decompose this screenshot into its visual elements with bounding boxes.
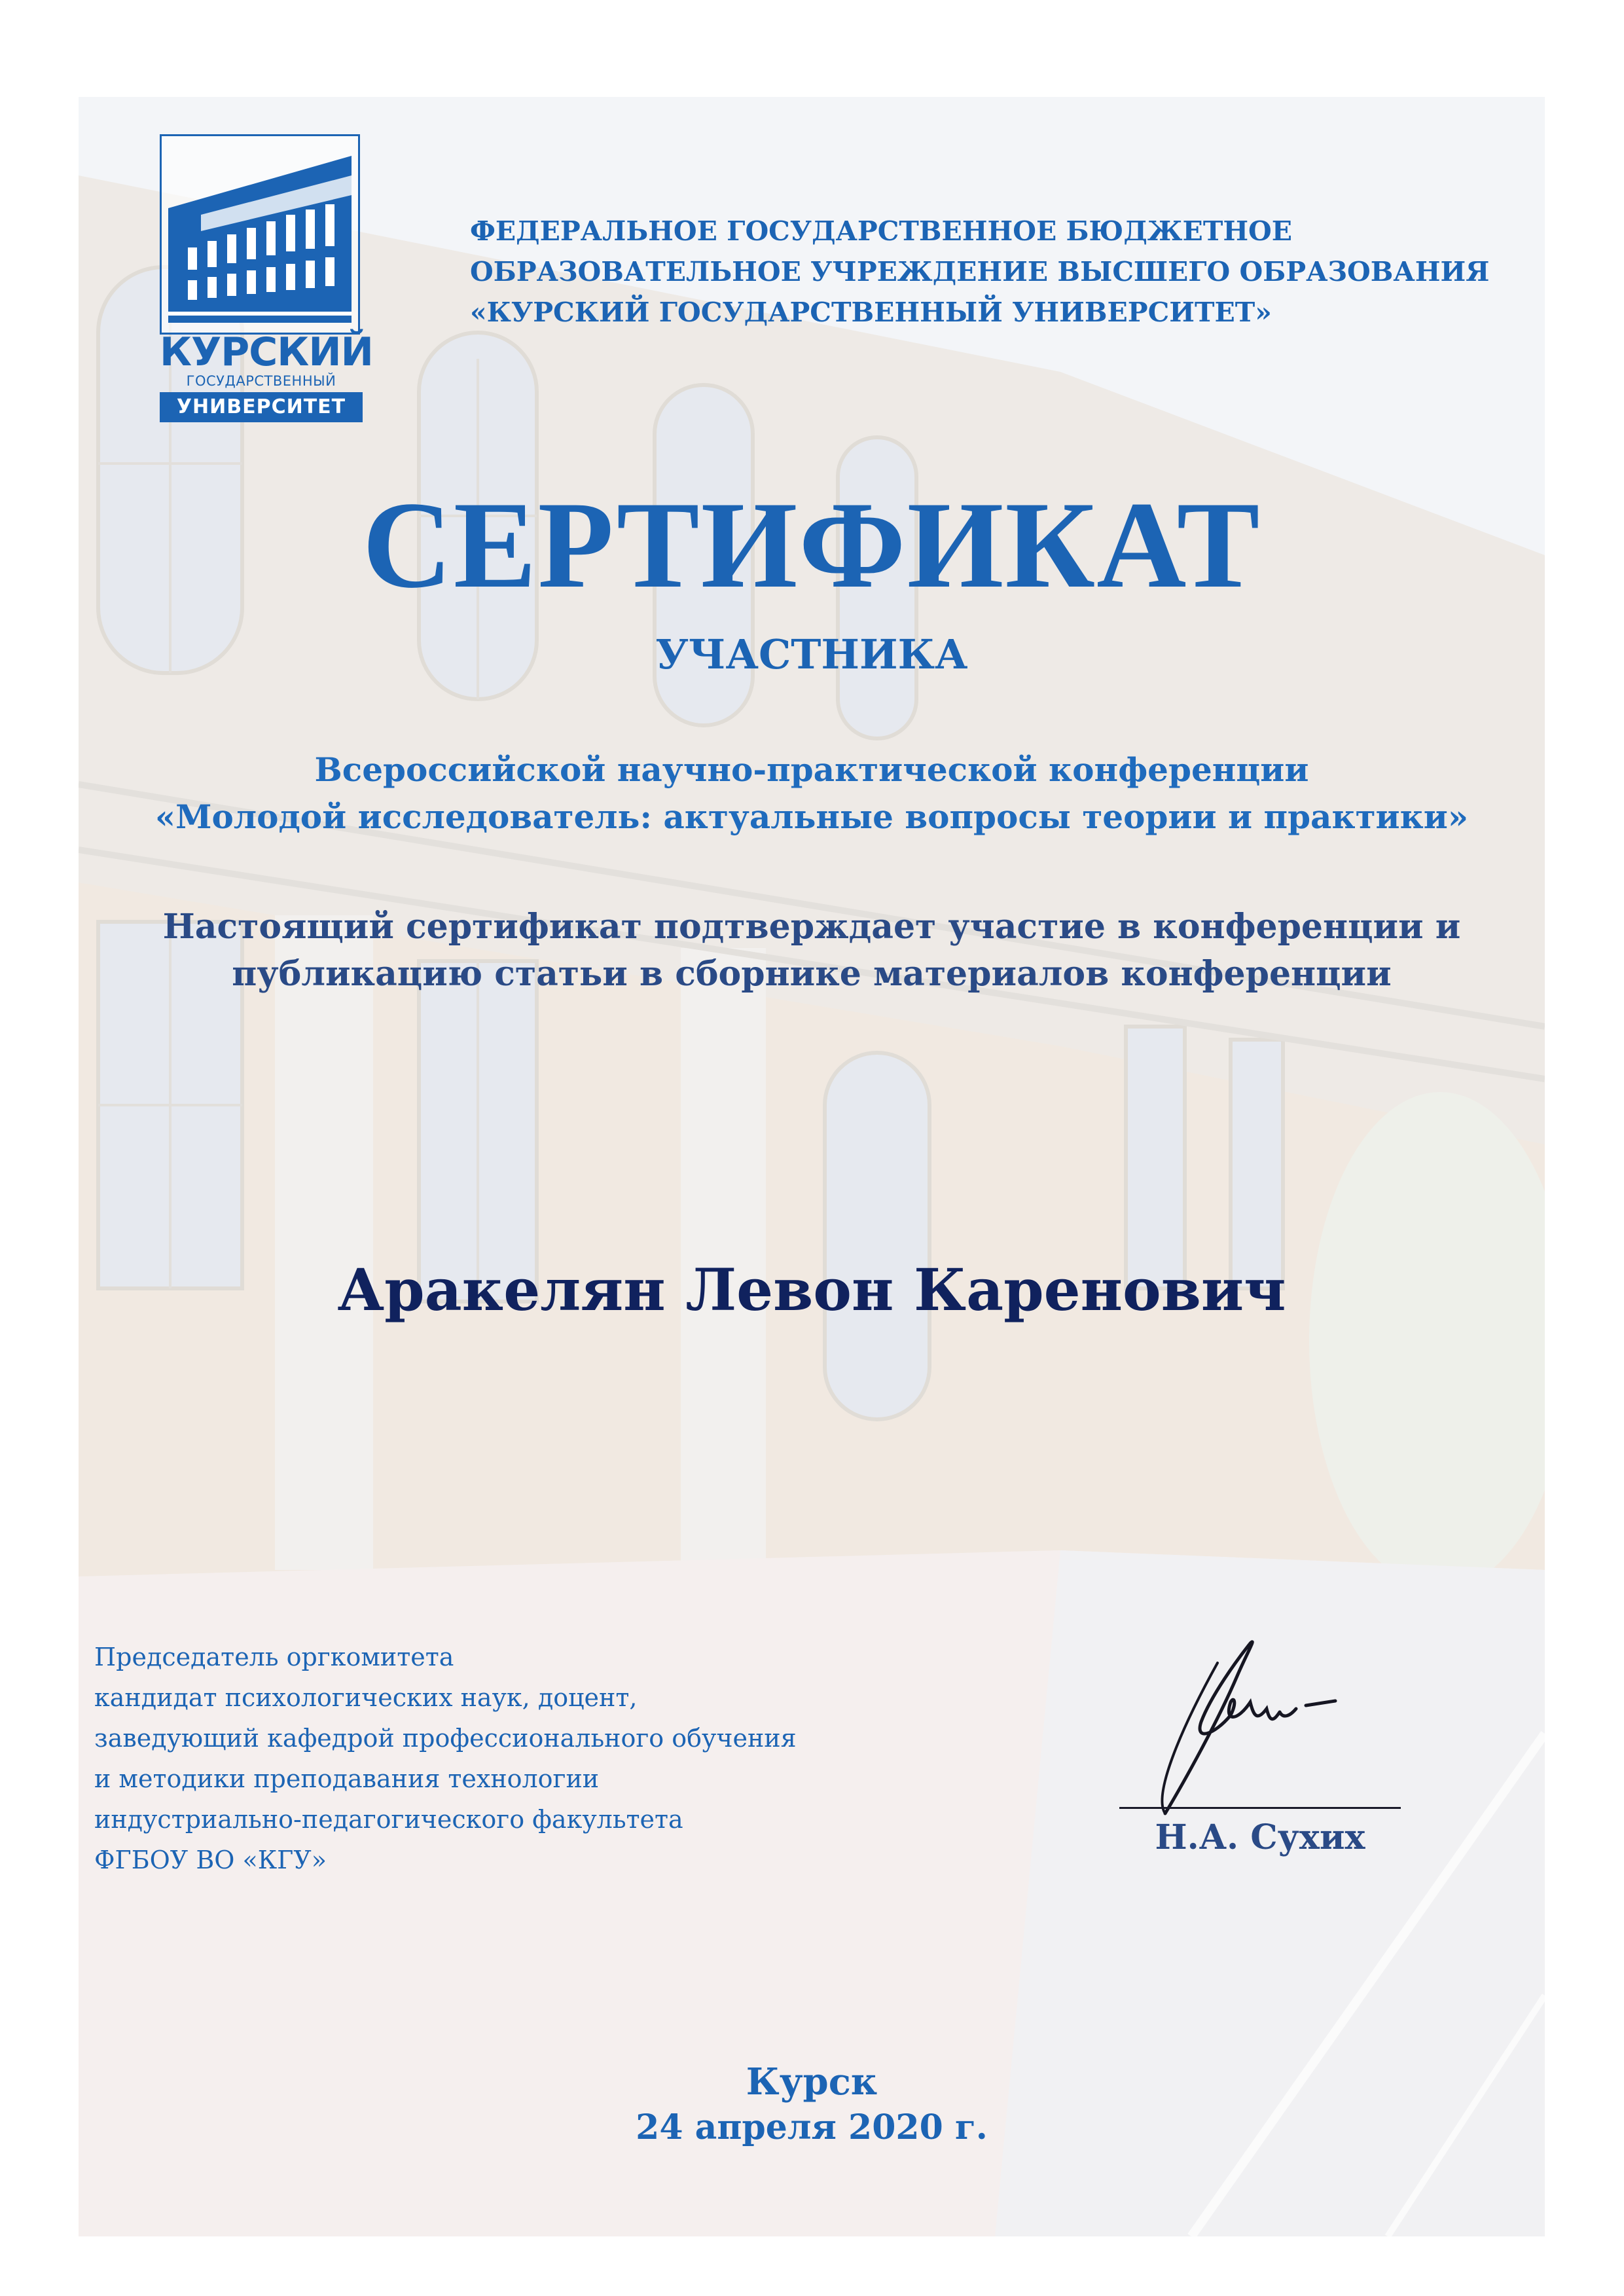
chair-line: ФГБОУ ВО «КГУ» (94, 1846, 327, 1874)
conference-line: Всероссийской научно-практической конференции (314, 750, 1309, 789)
certificate-title: СЕРТИФИКАТ (362, 477, 1261, 614)
confirmation-line: Настоящий сертификат подтверждает участие в конференции и (162, 907, 1461, 947)
logo-building-emblem (160, 134, 360, 335)
city: Курск (746, 2060, 878, 2104)
organization-line: «КУРСКИЙ ГОСУДАРСТВЕННЫЙ УНИВЕРСИТЕТ» (470, 297, 1272, 328)
confirmation-text (79, 903, 1545, 998)
chair-line: заведующий кафедрой профессионального обучения (94, 1724, 797, 1753)
signer-name: Н.А. Сухих (1155, 1817, 1365, 1857)
chair-line: кандидат психологических наук, доцент, (94, 1683, 638, 1712)
organization-line: ФЕДЕРАЛЬНОЕ ГОСУДАРСТВЕННОЕ БЮДЖЕТНОЕ (470, 215, 1293, 247)
handwritten-signature (1139, 1624, 1375, 1820)
organization-line: ОБРАЗОВАТЕЛЬНОЕ УЧРЕЖДЕНИЕ ВЫСШЕГО ОБРАЗОВАНИЯ (470, 256, 1490, 287)
confirmation-line: публикацию статьи в сборнике материалов конференции (232, 954, 1392, 994)
logo-text-state: ГОСУДАРСТВЕННЫЙ (186, 373, 336, 389)
conference-line: «Молодой исследователь: актуальные вопросы теории и практики» (154, 797, 1469, 836)
participant-name: Аракелян Левон Каренович (337, 1256, 1286, 1324)
chair-line: Председатель оргкомитета (94, 1643, 454, 1671)
logo-text-university: УНИВЕРСИТЕТ (160, 392, 363, 422)
conference-name (79, 746, 1545, 841)
university-logo (160, 134, 373, 429)
certificate-subtitle: УЧАСТНИКА (655, 630, 968, 678)
signature-line (1119, 1807, 1401, 1809)
chair-line: индустриально-педагогического факультета (94, 1805, 683, 1834)
issue-date: 24 апреля 2020 г. (636, 2107, 988, 2147)
logo-text-kursk: КУРСКИЙ (160, 329, 373, 375)
chair-line: и методики преподавания технологии (94, 1764, 600, 1793)
chair-position (94, 1637, 945, 1880)
organization-header (470, 211, 1517, 333)
